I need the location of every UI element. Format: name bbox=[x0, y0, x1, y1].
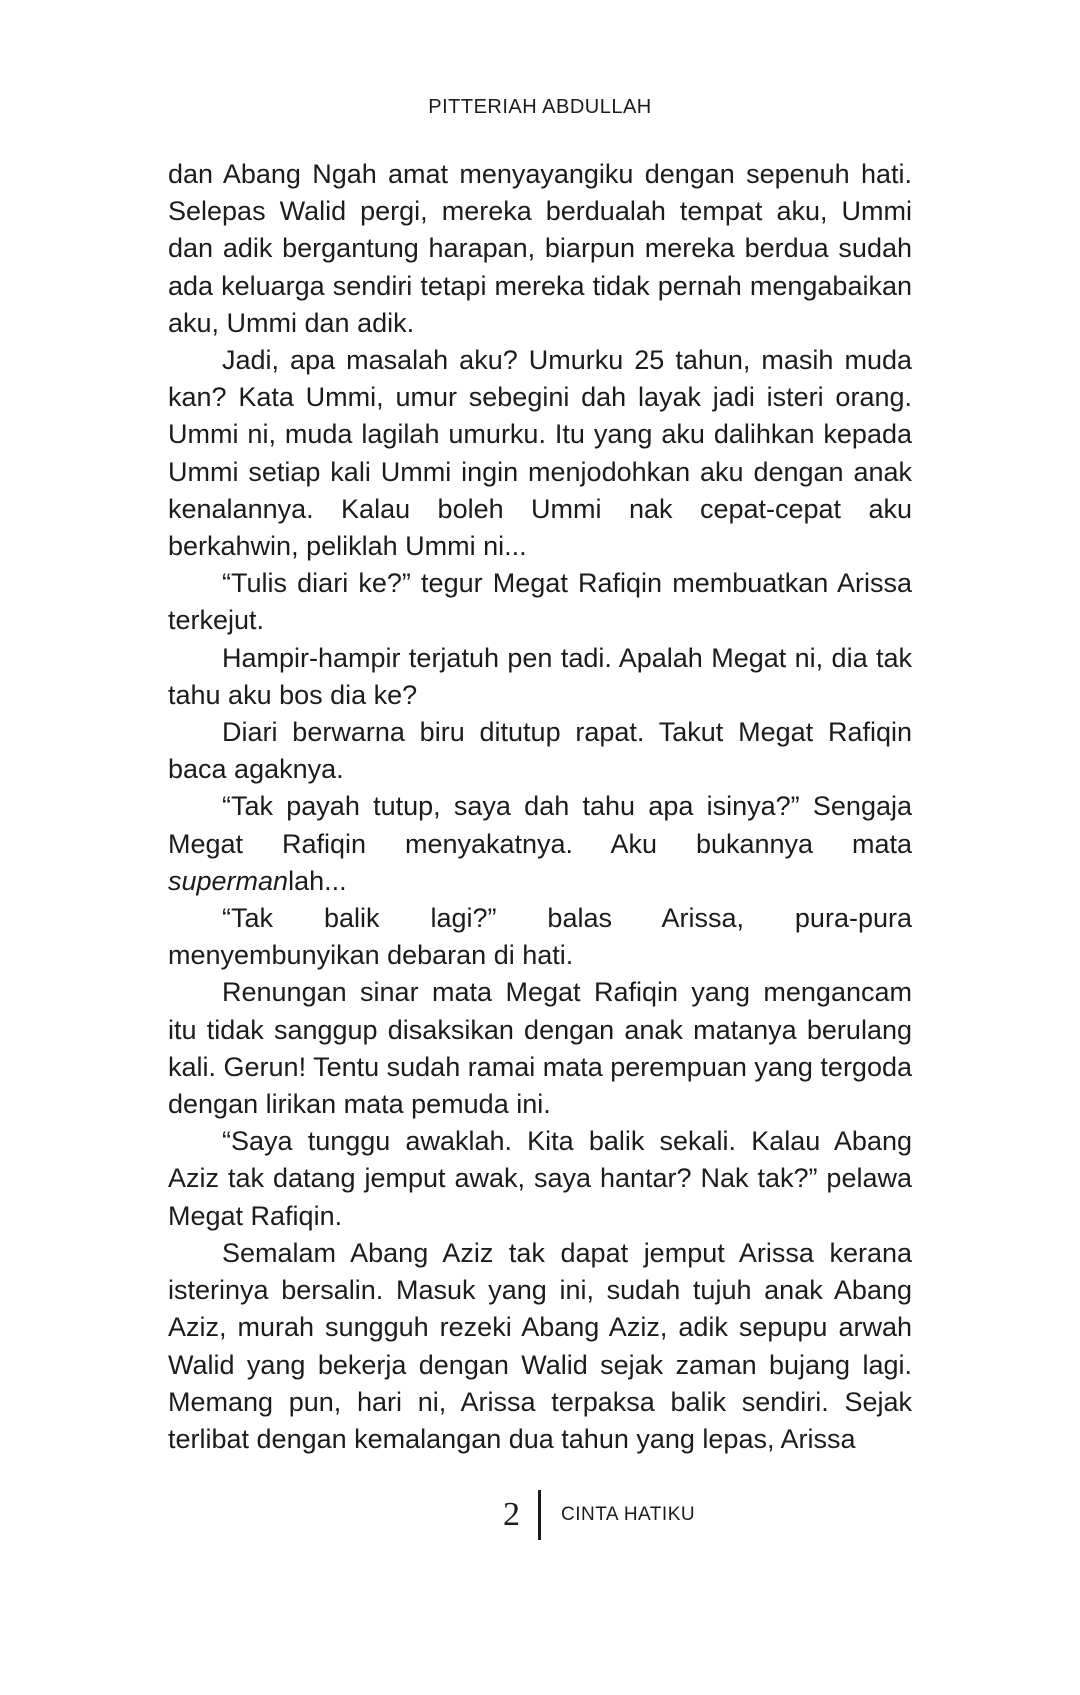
body-text bbox=[168, 156, 912, 1458]
paragraph: “Tak balik lagi?” balas Arissa, pura-pura menyembunyikan debaran di hati. bbox=[168, 903, 912, 971]
paragraph: Diari berwarna biru ditutup rapat. Takut Megat Rafiqin baca agaknya. bbox=[168, 717, 912, 785]
paragraph bbox=[168, 788, 912, 900]
paragraph: dan Abang Ngah amat menyayangiku dengan sepenuh hati. Selepas Walid pergi, mereka berdualah tempat aku, Ummi dan adik bergantung harapan, biarpun mereka berdua sudah ada keluarga sendiri tetapi mereka tidak pernah mengabaikan aku, Ummi dan adik. bbox=[168, 159, 912, 338]
paragraph-text: “Tak payah tutup, saya dah tahu apa isinya?” Sengaja Megat Rafiqin menyakatnya. Aku bukannya mata bbox=[168, 791, 912, 859]
paragraph-italic-text: superman bbox=[168, 865, 289, 896]
paragraph: Hampir-hampir terjatuh pen tadi. Apalah Megat ni, dia tak tahu aku bos dia ke? bbox=[168, 642, 912, 710]
paragraph: “Tulis diari ke?” tegur Megat Rafiqin membuatkan Arissa terkejut. bbox=[168, 568, 912, 636]
paragraph: Jadi, apa masalah aku? Umurku 25 tahun, masih muda kan? Kata Ummi, umur sebegini dah layak jadi isteri orang. Ummi ni, muda lagilah umurku. Itu yang aku dalihkan kepada Ummi setiap kali Ummi ingin menjodohkan aku dengan anak kenalannya. Kalau boleh Ummi nak cepat-cepat aku berkahwin, peliklah Ummi ni... bbox=[168, 345, 912, 562]
page-footer bbox=[480, 1490, 695, 1540]
paragraph: Renungan sinar mata Megat Rafiqin yang mengancam itu tidak sanggup disaksikan dengan anak matanya berulang kali. Gerun! Tentu sudah ramai mata perempuan yang tergoda dengan lirikan mata pemuda ini. bbox=[168, 977, 912, 1120]
footer-divider bbox=[538, 1490, 541, 1540]
running-head-author: PITTERIAH ABDULLAH bbox=[428, 96, 652, 118]
paragraph-text: lah... bbox=[288, 865, 347, 896]
page-number: 2 bbox=[503, 1496, 520, 1533]
paragraph: Semalam Abang Aziz tak dapat jemput Arissa kerana isterinya bersalin. Masuk yang ini, sudah tujuh anak Abang Aziz, murah sungguh rezeki Abang Aziz, adik sepupu arwah Walid yang bekerja dengan Walid sejak zaman bujang lagi. Memang pun, hari ni, Arissa terpaksa balik sendiri. Sejak terlibat dengan kemalangan dua tahun yang lepas, Arissa bbox=[168, 1237, 912, 1454]
book-title: CINTA HATIKU bbox=[561, 1504, 696, 1525]
paragraph: “Saya tunggu awaklah. Kita balik sekali. Kalau Abang Aziz tak datang jemput awak, saya hantar? Nak tak?” pelawa Megat Rafiqin. bbox=[168, 1126, 912, 1231]
